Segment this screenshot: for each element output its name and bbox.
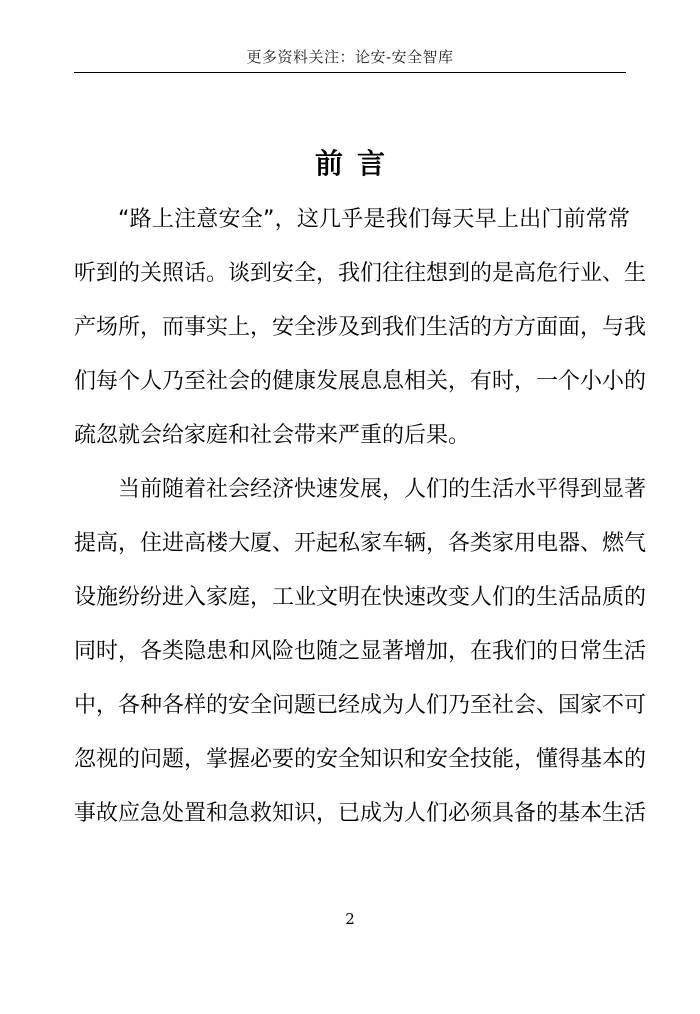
text-line: 听到的关照话。谈到安全，我们往往想到的是高危行业、生	[74, 261, 647, 286]
text-line: “路上注意安全”，这几乎是我们每天早上出门前常常	[118, 207, 630, 232]
text-line: 产场所，而事实上，安全涉及到我们生活的方方面面，与我	[74, 315, 647, 340]
text-line: 疏忽就会给家庭和社会带来严重的后果。	[74, 423, 471, 448]
text-line: 们每个人乃至社会的健康发展息息相关，有时，一个小小的	[74, 369, 647, 394]
text-line: 中，各种各样的安全问题已经成为人们乃至社会、国家不可	[74, 693, 647, 718]
page-title: 前言	[314, 147, 399, 180]
text-line: 设施纷纷进入家庭，工业文明在快速改变人们的生活品质的	[74, 585, 647, 610]
paragraph-1	[74, 200, 647, 470]
running-header: 更多资料关注：论安-安全智库	[246, 48, 454, 66]
text-line: 事故应急处置和急救知识，已成为人们必须具备的基本生活	[74, 801, 647, 826]
paragraph-2	[74, 470, 647, 848]
text-line: 提高，住进高楼大厦、开起私家车辆，各类家用电器、燃气	[74, 531, 647, 556]
text-line: 当前随着社会经济快速发展，人们的生活水平得到显著	[118, 477, 647, 502]
header-divider	[74, 72, 626, 73]
text-line: 同时，各类隐患和风险也随之显著增加，在我们的日常生活	[74, 639, 647, 664]
body-text	[74, 200, 647, 848]
page-number: 2	[345, 910, 355, 928]
text-line: 忽视的问题，掌握必要的安全知识和安全技能，懂得基本的	[74, 747, 647, 772]
